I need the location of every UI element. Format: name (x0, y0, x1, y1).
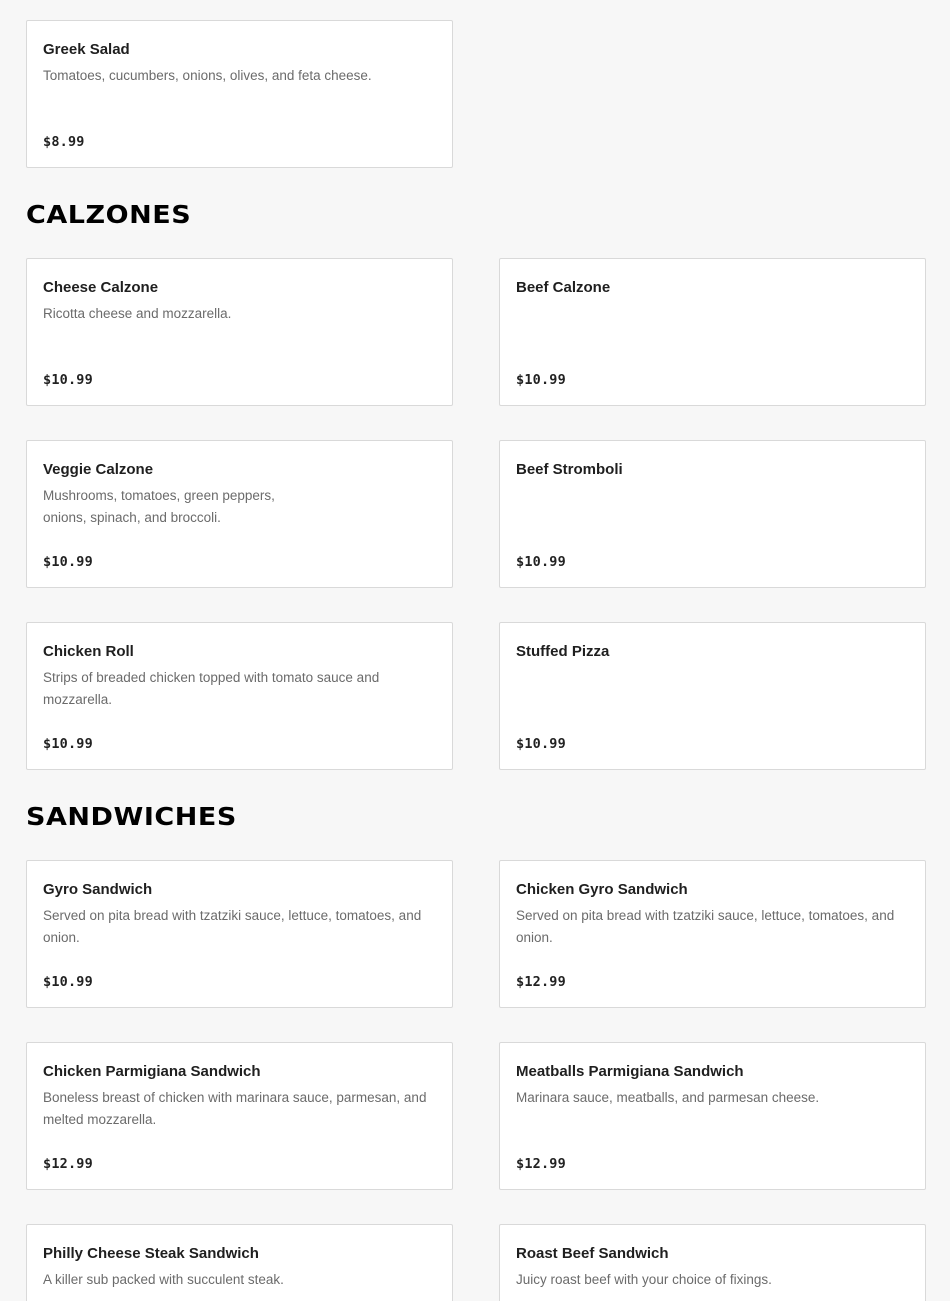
menu-item-name: Chicken Parmigiana Sandwich (43, 1063, 261, 1080)
menu-item-card-greek-salad[interactable] (26, 20, 453, 168)
menu-item-name: Meatballs Parmigiana Sandwich (516, 1063, 744, 1080)
menu-item-name: Gyro Sandwich (43, 881, 153, 898)
section-title-sandwiches: SANDWICHES (26, 802, 237, 831)
menu-item-price: $10.99 (43, 736, 93, 752)
menu-item-description: Tomatoes, cucumbers, onions, olives, and feta cheese. (43, 68, 372, 83)
menu-item-price: $12.99 (516, 1156, 566, 1172)
menu-item-name: Beef Calzone (516, 279, 611, 296)
menu-item-name: Philly Cheese Steak Sandwich (43, 1245, 259, 1262)
menu-item-card[interactable] (499, 622, 926, 770)
menu-item-price: $8.99 (43, 134, 85, 150)
menu-item-description: Mushrooms, tomatoes, green peppers, onions, spinach, and broccoli. (43, 488, 275, 525)
menu-item-name: Beef Stromboli (516, 461, 623, 478)
menu-item-card[interactable] (26, 440, 453, 588)
menu-item-card[interactable] (499, 258, 926, 406)
menu-item-description: Boneless breast of chicken with marinara sauce, parmesan, and melted mozzarella. (43, 1090, 427, 1127)
menu-item-price: $10.99 (43, 554, 93, 570)
menu-item-description: Marinara sauce, meatballs, and parmesan cheese. (516, 1090, 820, 1105)
menu-item-name: Chicken Roll (43, 643, 134, 660)
menu-item-description: Ricotta cheese and mozzarella. (43, 306, 232, 321)
menu-item-description: A killer sub packed with succulent steak. (43, 1272, 284, 1287)
menu-item-name: Veggie Calzone (43, 461, 154, 478)
menu-item-description: Juicy roast beef with your choice of fixings. (516, 1272, 772, 1287)
menu-item-name: Greek Salad (43, 41, 130, 58)
menu-item-name: Cheese Calzone (43, 279, 159, 296)
menu-item-price: $10.99 (43, 372, 93, 388)
menu-item-card[interactable] (26, 860, 453, 1008)
menu-item-name: Chicken Gyro Sandwich (516, 881, 688, 898)
menu-item-card[interactable] (26, 622, 453, 770)
menu-item-price: $10.99 (516, 372, 566, 388)
menu-item-card[interactable] (499, 860, 926, 1008)
section-title-calzones: CALZONES (26, 200, 192, 229)
menu-item-description: Served on pita bread with tzatziki sauce, lettuce, tomatoes, and onion. (516, 908, 895, 945)
menu-item-name: Roast Beef Sandwich (516, 1245, 669, 1262)
menu-item-card[interactable] (26, 1224, 453, 1301)
menu-item-price: $12.99 (516, 974, 566, 990)
menu-item-price: $10.99 (516, 736, 566, 752)
menu-item-card[interactable] (499, 1042, 926, 1190)
menu-item-card[interactable] (26, 1042, 453, 1190)
menu-item-description: Served on pita bread with tzatziki sauce, lettuce, tomatoes, and onion. (43, 908, 422, 945)
menu-item-card[interactable] (499, 440, 926, 588)
menu-item-description: Strips of breaded chicken topped with tomato sauce and mozzarella. (43, 670, 380, 707)
menu-item-name: Stuffed Pizza (516, 643, 610, 660)
menu-item-card[interactable] (499, 1224, 926, 1301)
menu-item-price: $10.99 (516, 554, 566, 570)
menu-item-price: $12.99 (43, 1156, 93, 1172)
menu-item-price: $10.99 (43, 974, 93, 990)
menu-item-card[interactable] (26, 258, 453, 406)
